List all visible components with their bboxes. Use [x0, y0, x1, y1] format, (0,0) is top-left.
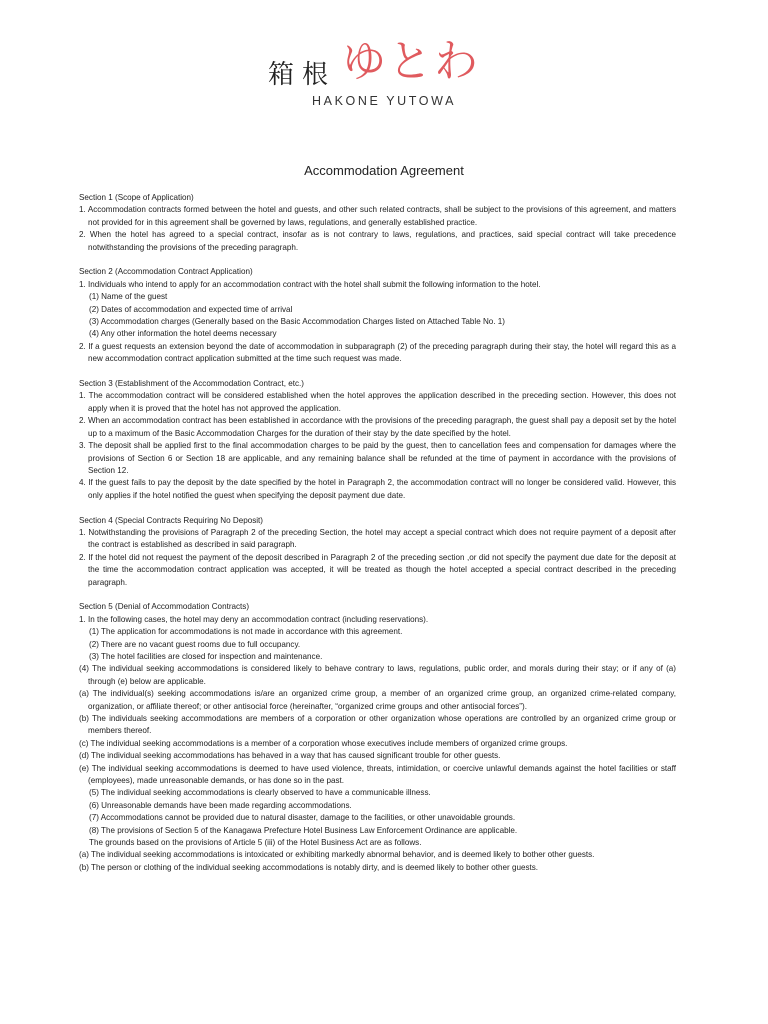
clause-item: (4) Any other information the hotel deems necessary [89, 329, 277, 339]
clause-item: (a) The individual seeking accommodations is intoxicated or exhibiting markedly abnormal behavior, and is deemed likely to bother other guests. [79, 850, 595, 860]
clause-item: 1. Notwithstanding the provisions of Paragraph 2 of the preceding Section, the hotel may accept a special contract which does not require payment of a deposit after the contract is established as described in said paragraph. [79, 527, 676, 550]
clause-item: (b) The person or clothing of the individual seeking accommodations is notably dirty, and is deemed likely to bother other guests. [79, 862, 539, 872]
clause-item: 2. If a guest requests an extension beyond the date of accommodation in subparagraph (2) of the preceding paragraph during their stay, the hotel will regard this as a new accommodation contract application submitted at the time such request was made. [79, 341, 676, 364]
logo-kana: ゆとわ [342, 36, 480, 87]
clause-item: 2. If the hotel did not request the payment of the deposit described in Paragraph 2 of the preceding section ,or did not specify the payment due date for the deposit at the time the accommodation contract application was accepted, it will be treated as though the hotel accepted a special contract described in the preceding paragraph. [79, 552, 676, 587]
clause-item: (2) There are no vacant guest rooms due to full occupancy. [89, 639, 301, 649]
clause-item: 1. Individuals who intend to apply for an accommodation contract with the hotel shall submit the following information to the hotel. [79, 279, 541, 289]
section-heading: Section 3 (Establishment of the Accommodation Contract, etc.) [79, 379, 304, 389]
section-5 [79, 601, 676, 874]
section-heading: Section 5 (Denial of Accommodation Contracts) [79, 602, 250, 612]
section-1 [79, 192, 676, 254]
clause-item: 3. The deposit shall be applied first to the final accommodation charges to be paid by the guest, then to cancellation fees and compensation for damages where the provisions of Section 6 or Section 18 are applicable, and any remaining balance shall be refunded at the time of payment in accordance with the provisions of Section 12. [79, 441, 676, 475]
clause-item: (3) The hotel facilities are closed for inspection and maintenance. [89, 651, 323, 661]
clause-item: 1. The accommodation contract will be considered established when the hotel approves the application described in the preceding section. However, this does not apply when it is proved that the hotel has not approved the application. [79, 391, 676, 413]
clause-item: (1) Name of the guest [89, 292, 168, 302]
clause-item: 1. In the following cases, the hotel may deny an accommodation contract (including reservations). [79, 614, 429, 624]
clause-item: (d) The individual seeking accommodations has behaved in a way that has caused significant trouble for other guests. [79, 751, 501, 761]
section-heading: Section 2 (Accommodation Contract Application) [79, 267, 253, 277]
clause-item: (7) Accommodations cannot be provided due to natural disaster, damage to the facilities, or other unavoidable grounds. [89, 813, 516, 823]
clause-item: (3) Accommodation charges (Generally based on the Basic Accommodation Charges listed on Attached Table No. 1) [89, 317, 506, 327]
clause-item: 2. When an accommodation contract has been established in accordance with the provisions of the preceding paragraph, the guest shall pay a deposit set by the hotel up to a maximum of the Basic Accommodation Charges for the duration of their stay by the date specified by the hotel. [79, 416, 676, 438]
clause-item: (1) The application for accommodations is not made in accordance with this agreement. [89, 627, 403, 637]
section-heading: Section 1 (Scope of Application) [79, 193, 194, 202]
clause-item: (2) Dates of accommodation and expected time of arrival [89, 304, 293, 314]
clause-item: (a) The individual(s) seeking accommodations is/are an organized crime group, a member of an organized crime group, an organized crime-related company, organization, or affiliate thereof; or other antisocial force (hereinafter, “organized crime groups and other antisocial forces”). [79, 689, 676, 711]
clause-item: 4. If the guest fails to pay the deposit by the date specified by the hotel in Paragraph 2, the accommodation contract will no longer be considered valid. However, this only applies if the hotel notified the guest when specifying the deposit payment due date. [79, 478, 676, 500]
logo-kanji: 箱根 [268, 60, 337, 90]
section-3 [79, 378, 676, 502]
section-heading: Section 4 (Special Contracts Requiring No Deposit) [79, 515, 263, 525]
clause-item: (c) The individual seeking accommodations is a member of a corporation whose executives include members of organized crime groups. [79, 738, 568, 748]
clause-item: (b) The individuals seeking accommodations are members of a corporation or other organization whose operations are controlled by an organized crime group or members thereof. [79, 714, 676, 736]
clause-item: (4) The individual seeking accommodations is considered likely to behave contrary to laws, regulations, public order, and morals during their stay; or if any of (a) through (e) below are applicable. [79, 664, 676, 686]
clause-item: 2. When the hotel has agreed to a special contract, insofar as is not contrary to laws, regulations, and practices, said special contract will take precedence notwithstanding the provisions of the preceding paragraph. [79, 230, 676, 252]
clause-item: The grounds based on the provisions of Article 5 (iii) of the Hotel Business Act are as follows. [89, 838, 422, 848]
clause-item: (5) The individual seeking accommodations is clearly observed to have a communicable illness. [89, 788, 431, 798]
section-4 [79, 515, 676, 589]
hotel-logo [0, 36, 768, 114]
clause-item: (8) The provisions of Section 5 of the Kanagawa Prefecture Hotel Business Law Enforcement Ordinance are applicable. [89, 825, 518, 835]
clause-item: 1. Accommodation contracts formed between the hotel and guests, and other such related contracts, shall be subject to the provisions of this agreement, and matters not provided for in this agreement shall be governed by laws, regulations, and generally established practice. [79, 205, 676, 227]
section-2 [79, 266, 676, 365]
agreement-body [79, 192, 676, 887]
document-title: Accommodation Agreement [304, 163, 464, 178]
clause-item: (6) Unreasonable demands have been made regarding accommodations. [89, 800, 352, 810]
logo-english: HAKONE YUTOWA [312, 94, 457, 108]
clause-item: (e) The individual seeking accommodations is deemed to have used violence, threats, intimidation, or coercive unlawful demands against the hotel facilities or staff (employees), made unreasonable demands, or has done so in the past. [79, 763, 676, 786]
